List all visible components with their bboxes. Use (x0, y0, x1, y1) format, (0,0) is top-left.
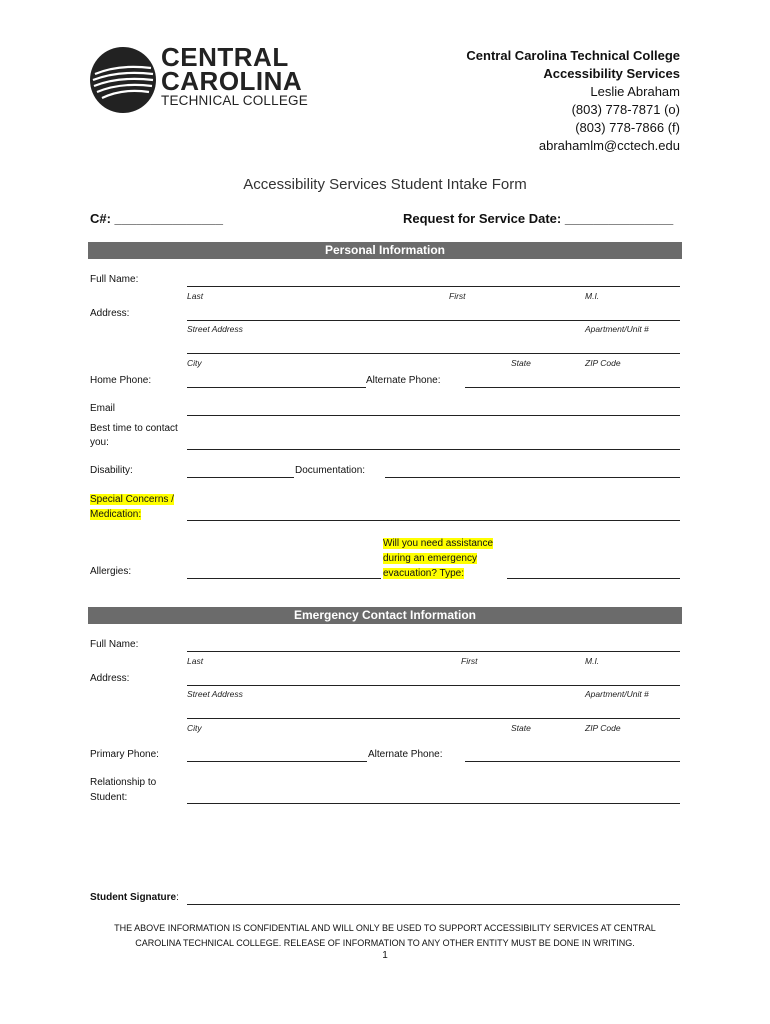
confidentiality-line-1: THE ABOVE INFORMATION IS CONFIDENTIAL AND WILL ONLY BE USED TO SUPPORT ACCESSIBILITY SERVICES AT CENTRAL (114, 923, 656, 933)
ec-apt-caption: Apartment/Unit # (585, 689, 649, 699)
best-time-input[interactable] (187, 449, 680, 450)
ec-primary-phone-input[interactable] (187, 761, 367, 762)
logo-line-central: CENTRAL (161, 42, 289, 72)
ec-mi-caption: M.I. (585, 656, 600, 666)
first-caption: First (449, 291, 466, 301)
personal-info-heading: Personal Information (88, 242, 682, 259)
contact-department: Accessibility Services (543, 66, 680, 81)
evacuation-line-3: evacuation? Type: (383, 568, 464, 579)
contact-phone-fax: (803) 778-7866 (f) (575, 120, 680, 135)
street-address-input[interactable] (187, 320, 680, 321)
signature-label-text: Student Signature (90, 892, 177, 903)
home-phone-label: Home Phone: (90, 375, 152, 386)
contact-college: Central Carolina Technical College (466, 48, 680, 63)
allergies-label: Allergies: (90, 566, 132, 577)
last-caption: Last (187, 291, 204, 301)
alternate-phone-label: Alternate Phone: (366, 375, 441, 386)
confidentiality-notice (90, 921, 680, 951)
request-date-field[interactable]: Request for Service Date: _______________ (403, 211, 674, 226)
ec-street-caption: Street Address (187, 689, 243, 699)
contact-phone-office: (803) 778-7871 (o) (571, 102, 680, 117)
alternate-phone-input[interactable] (465, 387, 680, 388)
ec-full-name-input[interactable] (187, 651, 680, 652)
apt-caption: Apartment/Unit # (585, 324, 649, 334)
ec-full-name-label: Full Name: (90, 639, 139, 650)
special-concerns-label (90, 492, 174, 522)
disability-input[interactable] (187, 477, 294, 478)
zip-caption: ZIP Code (585, 358, 621, 368)
email-label: Email (90, 403, 116, 414)
ec-relationship-label-2: Student: (90, 792, 128, 803)
allergies-input[interactable] (187, 578, 381, 579)
city-caption: City (187, 358, 202, 368)
ec-alternate-phone-input[interactable] (465, 761, 680, 762)
best-time-label-1: Best time to contact (90, 423, 178, 434)
city-state-zip-input[interactable] (187, 353, 680, 354)
ec-first-caption: First (461, 656, 478, 666)
special-concerns-line-2: Medication: (90, 509, 142, 520)
ec-relationship-input[interactable] (187, 803, 680, 804)
ec-alternate-phone-label: Alternate Phone: (368, 749, 443, 760)
best-time-label-2: you: (90, 437, 109, 448)
page-number: 1 (382, 950, 388, 961)
special-concerns-input[interactable] (187, 520, 680, 521)
contact-name: Leslie Abraham (590, 84, 680, 99)
full-name-input[interactable] (187, 286, 680, 287)
ec-city-state-zip-input[interactable] (187, 718, 680, 719)
state-caption: State (511, 358, 531, 368)
signature-input[interactable] (187, 904, 680, 905)
contact-block (466, 47, 680, 155)
form-title: Accessibility Services Student Intake Form (243, 176, 527, 193)
ec-street-input[interactable] (187, 685, 680, 686)
logo-line-technical-college: TECHNICAL COLLEGE (161, 93, 308, 108)
logo-line-carolina: CAROLINA (161, 66, 303, 96)
logo-emblem-icon (89, 46, 157, 114)
address-label: Address: (90, 308, 130, 319)
emergency-contact-heading: Emergency Contact Information (88, 607, 682, 624)
ec-primary-phone-label: Primary Phone: (90, 749, 159, 760)
contact-email[interactable]: abrahamlm@cctech.edu (538, 138, 680, 153)
ec-zip-caption: ZIP Code (585, 723, 621, 733)
mi-caption: M.I. (585, 291, 600, 301)
c-number-field[interactable]: C#: _______________ (90, 211, 224, 226)
ec-address-label: Address: (90, 673, 130, 684)
confidentiality-line-2: CAROLINA TECHNICAL COLLEGE. RELEASE OF INFORMATION TO ANY OTHER ENTITY MUST BE DONE IN WRITING. (135, 938, 635, 948)
email-input[interactable] (187, 415, 680, 416)
home-phone-input[interactable] (187, 387, 366, 388)
evacuation-line-2: during an emergency (383, 553, 477, 564)
ec-last-caption: Last (187, 656, 204, 666)
signature-label (90, 890, 179, 905)
evacuation-type-input[interactable] (507, 578, 680, 579)
evacuation-line-1: Will you need assistance (383, 538, 494, 549)
special-concerns-line-1: Special Concerns / (90, 494, 174, 505)
evacuation-label (383, 536, 493, 581)
ec-city-caption: City (187, 723, 202, 733)
documentation-input[interactable] (385, 477, 680, 478)
signature-colon: : (176, 892, 179, 903)
full-name-label: Full Name: (90, 274, 139, 285)
ec-relationship-label-1: Relationship to (90, 777, 157, 788)
ec-state-caption: State (511, 723, 531, 733)
street-caption: Street Address (187, 324, 243, 334)
disability-label: Disability: (90, 465, 133, 476)
documentation-label: Documentation: (295, 465, 366, 476)
